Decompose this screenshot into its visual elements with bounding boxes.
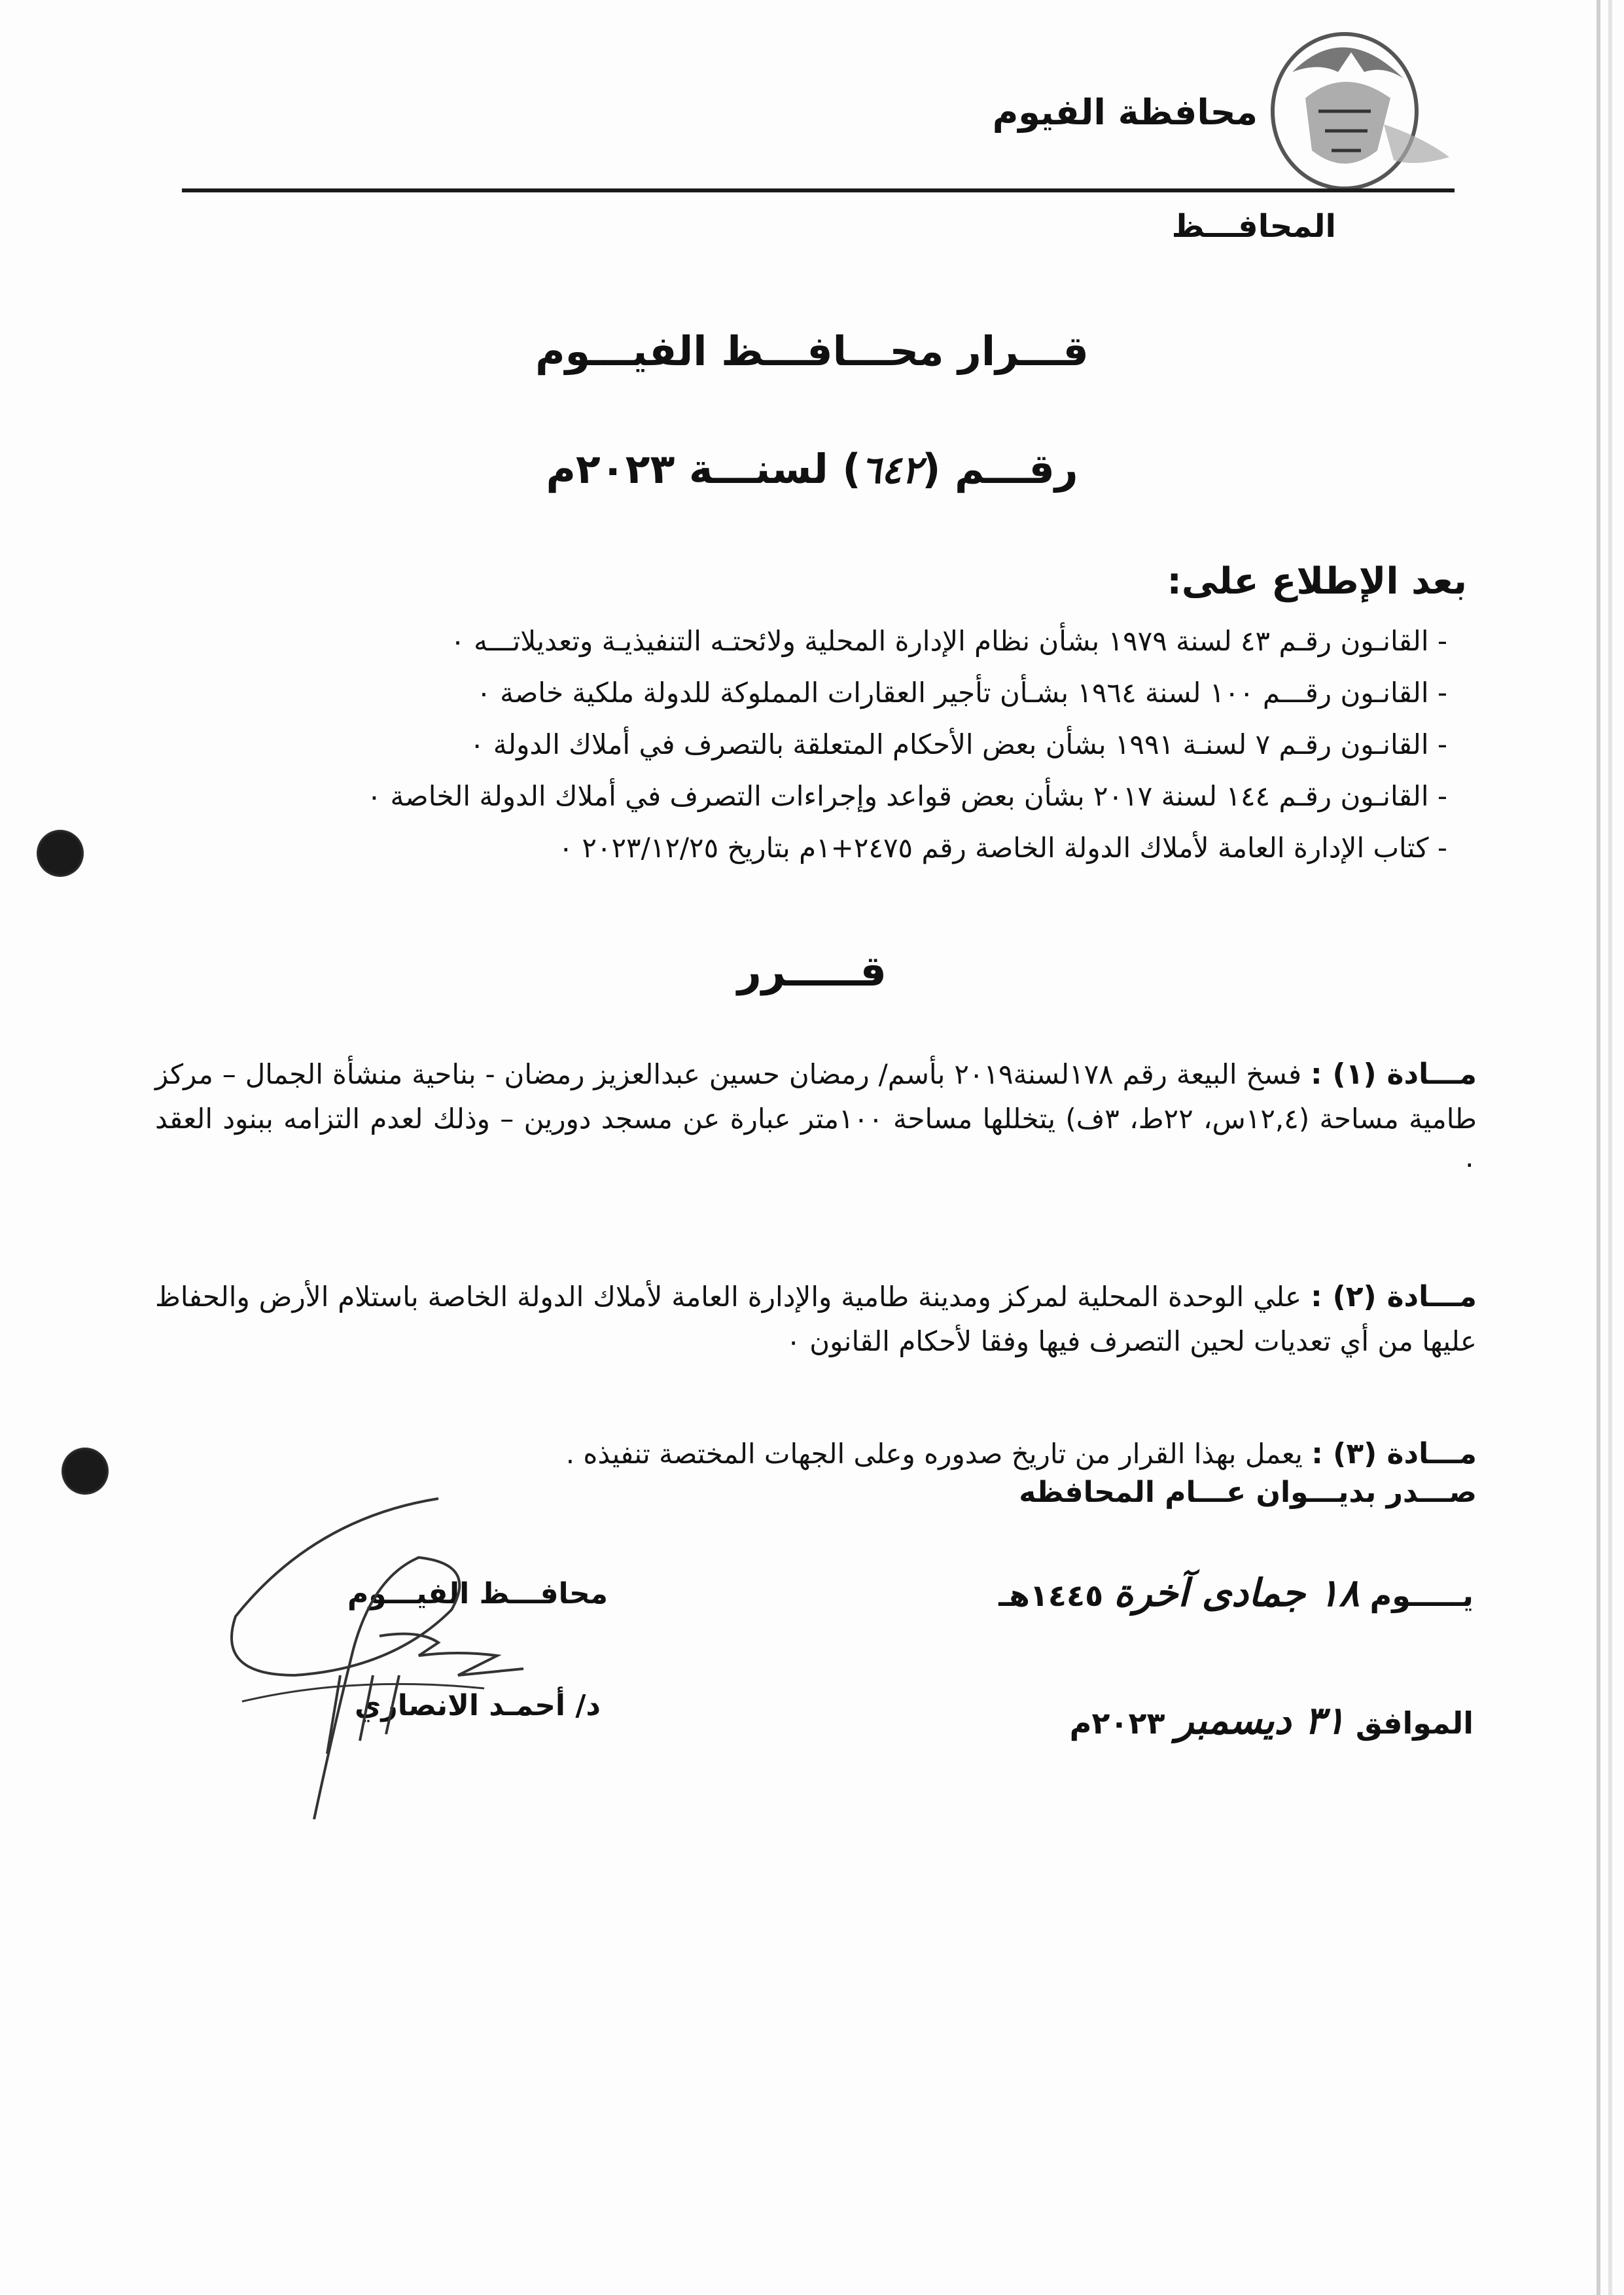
article-text: يعمل بهذا القرار من تاريخ صدوره وعلى الجهات المختصة تنفيذه . [565,1438,1303,1470]
article-label: مـــادة (٣) : [1311,1437,1477,1470]
punch-hole-bottom [62,1448,109,1495]
article-label: مـــادة (١) : [1311,1058,1477,1091]
hijri-date [998,1571,1474,1615]
preamble-item: - القانـون رقـم ٤٣ لسنة ١٩٧٩ بشأن نظام الإدارة المحلية ولائحتـه التنفيذيـة وتعديلاتـــه ٠ [450,625,1447,657]
handwritten-signature [222,1479,589,1845]
article-text: فسخ البيعة رقم ١٧٨لسنة٢٠١٩ بأسم/ رمضان حسين عبدالعزيز رمضان - بناحية منشأة الجمال – مركز طامية مساحة (١٢,٤س، ٢٢ط، ٣ف) يتخللها مساحة ١٠٠متر عبارة عن مسجد دورين – وذلك لعدم التزامه ببنود العقد ٠ [155,1058,1477,1179]
article-3 [155,1432,1477,1476]
governorate-emblem [1253,26,1456,196]
office-title: المحافـــظ [1171,208,1336,245]
decree-title: قـــرار محـــافـــظ الفيـــوم [535,327,1089,375]
hijri-date-handwritten: ١٨ جمادى آخرة [1114,1571,1360,1615]
header-divider [182,188,1455,192]
preamble-item: - القانـون رقـم ١٤٤ لسنة ٢٠١٧ بشأن بعض قواعد وإجراءات التصرف في أملاك الدولة الخاصة ٠ [366,780,1447,812]
preamble-item: - القانـون رقـــم ١٠٠ لسنة ١٩٦٤ بشـأن تأجير العقارات المملوكة للدولة ملكية خاصة ٠ [476,677,1447,709]
day-label: يـــــوم [1369,1578,1474,1613]
article-label: مـــادة (٢) : [1311,1280,1477,1313]
decree-number-handwritten: ٦٤٢ [860,448,923,492]
article-2 [155,1275,1477,1364]
greg-label: الموافق [1355,1705,1474,1741]
governorate-name: محافظة الفيوم [992,92,1258,133]
preamble-heading: بعد الإطلاع على: [1167,560,1467,603]
decided-heading: قـــــرر [737,948,887,996]
gregorian-date-handwritten: ٣١ ديسمبر [1175,1698,1345,1743]
punch-hole-top [37,830,84,877]
gregorian-year: ٢٠٢٣م [1069,1705,1165,1741]
preamble-list [139,615,1447,874]
hijri-year: ١٤٤٥هـ [998,1578,1104,1613]
preamble-item: - القانـون رقـم ٧ لسنـة ١٩٩١ بشأن بعض الأحكام المتعلقة بالتصرف في أملاك الدولة ٠ [469,728,1447,760]
issued-at: صـــدر بديـــوان عـــام المحافظه [1019,1476,1477,1509]
article-1 [155,1052,1477,1186]
decree-number [0,445,1624,493]
gregorian-date [1070,1698,1474,1743]
preamble-item: - كتاب الإدارة العامة لأملاك الدولة الخاصة رقم ٢٤٧٥+١م بتاريخ ٢٠٢٣/١٢/٢٥ ٠ [558,832,1447,864]
article-text: علي الوحدة المحلية لمركز ومدينة طامية والإدارة العامة لأملاك الدولة الخاصة باستلام الأرض والحفاظ عليها من أي تعديات لحين التصرف فيها وفقا لأحكام القانون ٠ [155,1281,1477,1357]
decree-number-prefix: رقـــم ( [922,445,1078,493]
signatory-title: محافـــظ الفيـــوم [347,1577,609,1610]
signatory-name: د/ أحمـد الانصاري [355,1689,601,1722]
decree-number-suffix: ) لسنـــة ٢٠٢٣م [546,445,861,493]
